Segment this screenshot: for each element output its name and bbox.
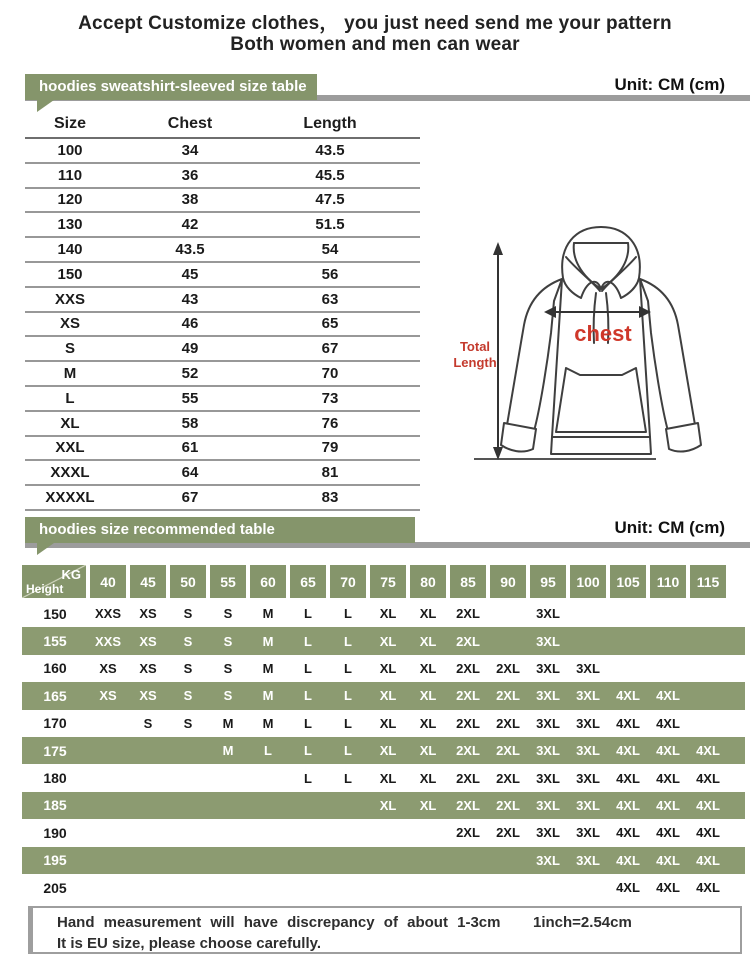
recommended-size-cell: XL	[419, 715, 437, 731]
weight-header-cell: 45	[130, 565, 166, 598]
size-table-cell: 47.5	[315, 191, 345, 209]
size-table-cell: 76	[321, 414, 339, 432]
height-row-label: 180	[43, 770, 67, 787]
recommended-size-cell: XXS	[94, 606, 121, 622]
recommended-size-cell: XL	[419, 660, 437, 676]
recommended-size-cell: M	[262, 633, 274, 649]
weight-header-cell: 100	[570, 565, 606, 598]
recommended-size-cell: 4XL	[656, 715, 680, 731]
recommended-size-cell: 2XL	[456, 606, 480, 622]
note-box	[28, 906, 742, 954]
recommended-size-cell: M	[222, 743, 234, 759]
recommended-size-cell: XS	[139, 633, 157, 649]
recommended-table-row	[22, 847, 745, 874]
recommended-size-cell: XL	[379, 715, 397, 731]
recommended-size-cell: XL	[379, 770, 397, 786]
size-table-cell: 45.5	[315, 166, 345, 184]
recommended-size-cell: 3XL	[576, 797, 600, 813]
recommended-table-body	[22, 600, 750, 901]
weight-header-cell: 55	[210, 565, 246, 598]
recommended-size-cell: L	[304, 606, 312, 622]
size-table-row	[25, 213, 420, 238]
recommended-size-cell: L	[344, 743, 352, 759]
recommended-table-row	[22, 819, 745, 846]
size-table-cell: 45	[181, 265, 199, 283]
recommended-size-table	[22, 565, 750, 901]
recommended-size-cell: 3XL	[576, 688, 600, 704]
recommended-size-cell: L	[304, 688, 312, 704]
weight-header-cell: 50	[170, 565, 206, 598]
recommended-size-cell: 3XL	[576, 770, 600, 786]
recommended-size-cell: 2XL	[496, 770, 520, 786]
size-table-row	[25, 189, 420, 214]
recommended-size-cell: S	[223, 606, 233, 622]
recommended-size-cell: 4XL	[696, 743, 720, 759]
recommended-size-cell: 2XL	[496, 825, 520, 841]
recommended-size-cell: M	[262, 715, 274, 731]
recommended-size-cell: XL	[419, 633, 437, 649]
size-table-row	[25, 362, 420, 387]
section2-banner-tail	[37, 543, 54, 555]
recommended-size-cell: L	[344, 660, 352, 676]
size-table-header	[25, 111, 420, 139]
recommended-size-cell: S	[223, 633, 233, 649]
recommended-size-cell: L	[344, 688, 352, 704]
size-table-cell: 58	[181, 414, 199, 432]
size-table-cell: 150	[57, 265, 83, 283]
recommended-size-cell: 2XL	[456, 797, 480, 813]
size-table-cell: 42	[181, 216, 199, 234]
size-table-cell: 43.5	[175, 241, 205, 259]
recommended-size-cell: M	[222, 715, 234, 731]
height-row-label: 170	[43, 715, 67, 732]
height-label: Height	[26, 582, 64, 596]
recommended-size-cell: XL	[379, 688, 397, 704]
recommended-size-cell: 2XL	[456, 825, 480, 841]
size-table-cell: 70	[321, 365, 339, 383]
size-table-cell: 55	[181, 389, 199, 407]
kg-label: KG	[61, 567, 81, 582]
recommended-size-cell: M	[262, 660, 274, 676]
total-length-label: Total Length	[453, 339, 497, 370]
recommended-size-cell: 3XL	[536, 852, 560, 868]
size-table-cell: 46	[181, 315, 199, 333]
recommended-size-cell: L	[304, 770, 312, 786]
size-table-cell: 65	[321, 315, 339, 333]
recommended-size-cell: 2XL	[456, 633, 480, 649]
size-table	[25, 111, 420, 511]
weight-header-cell: 110	[650, 565, 686, 598]
recommended-size-cell: M	[262, 606, 274, 622]
size-table-row	[25, 288, 420, 313]
weight-header-cell: 75	[370, 565, 406, 598]
size-table-cell: XXXXL	[45, 489, 95, 507]
recommended-table-header	[22, 565, 750, 598]
recommended-size-cell: XS	[139, 606, 157, 622]
recommended-size-cell: 3XL	[576, 743, 600, 759]
chest-column-header: Chest	[167, 115, 213, 132]
height-row-label: 150	[43, 605, 67, 622]
size-table-row	[25, 486, 420, 511]
recommended-size-cell: 3XL	[536, 660, 560, 676]
section2-unit-label: Unit: CM (cm)	[614, 518, 725, 537]
size-table-row	[25, 164, 420, 189]
recommended-size-cell: XL	[419, 743, 437, 759]
recommended-table-row	[22, 874, 745, 901]
recommended-size-cell: 4XL	[656, 797, 680, 813]
size-table-cell: 61	[181, 439, 199, 457]
recommended-size-cell: XL	[419, 606, 437, 622]
recommended-size-cell: 3XL	[536, 770, 560, 786]
weight-header-cell: 80	[410, 565, 446, 598]
recommended-size-cell: 4XL	[616, 852, 640, 868]
recommended-size-cell: 2XL	[496, 797, 520, 813]
recommended-size-cell: 4XL	[616, 825, 640, 841]
size-table-row	[25, 238, 420, 263]
recommended-table-row	[22, 682, 745, 709]
weight-header-cell: 85	[450, 565, 486, 598]
recommended-size-cell: 3XL	[536, 606, 560, 622]
weight-header-cell: 70	[330, 565, 366, 598]
size-table-row	[25, 263, 420, 288]
height-row-label: 155	[43, 633, 67, 650]
recommended-size-cell: 2XL	[456, 688, 480, 704]
recommended-size-cell: 3XL	[536, 743, 560, 759]
size-table-row	[25, 139, 420, 164]
size-table-cell: 43	[181, 290, 199, 308]
recommended-size-cell: S	[183, 688, 193, 704]
height-row-label: 185	[43, 797, 67, 814]
weight-header-cell: 60	[250, 565, 286, 598]
page-title-line2: Both women and men can wear	[230, 34, 520, 55]
recommended-size-cell: L	[304, 660, 312, 676]
recommended-size-cell: 3XL	[536, 825, 560, 841]
note-line1: Hand measurement will have discrepancy of about 1-3cm	[57, 914, 501, 931]
size-table-cell: 63	[321, 290, 339, 308]
size-table-cell: 73	[321, 389, 339, 407]
size-table-cell: 64	[181, 464, 199, 482]
section1-banner: hoodies sweatshirt-sleeved size table	[25, 74, 317, 100]
size-table-cell: 130	[57, 216, 83, 234]
size-table-row	[25, 461, 420, 486]
recommended-size-cell: 4XL	[696, 852, 720, 868]
recommended-size-cell: XL	[419, 797, 437, 813]
recommended-size-cell: 2XL	[496, 715, 520, 731]
recommended-size-cell: S	[183, 715, 193, 731]
size-table-cell: 49	[181, 340, 199, 358]
recommended-table-row	[22, 737, 745, 764]
height-row-label: 205	[43, 879, 67, 896]
recommended-size-cell: 4XL	[656, 852, 680, 868]
recommended-size-cell: XL	[379, 660, 397, 676]
recommended-size-cell: S	[143, 715, 153, 731]
recommended-size-cell: 4XL	[656, 880, 680, 896]
size-table-cell: XL	[60, 414, 80, 432]
recommended-size-cell: 4XL	[696, 880, 720, 896]
recommended-size-cell: 4XL	[696, 825, 720, 841]
recommended-size-cell: 3XL	[576, 852, 600, 868]
recommended-size-cell: 2XL	[496, 660, 520, 676]
size-table-body	[25, 139, 420, 511]
recommended-size-cell: XL	[379, 633, 397, 649]
size-table-cell: 81	[321, 464, 339, 482]
recommended-size-cell: L	[344, 606, 352, 622]
recommended-table-row	[22, 764, 745, 791]
recommended-size-cell: L	[304, 715, 312, 731]
recommended-size-cell: 4XL	[616, 770, 640, 786]
note-line2: It is EU size, please choose carefully.	[57, 935, 322, 952]
recommended-table-row	[22, 710, 745, 737]
size-table-cell: 36	[181, 166, 199, 184]
recommended-size-cell: XL	[379, 797, 397, 813]
section2-banner: hoodies size recommended table	[25, 517, 415, 543]
size-table-cell: 51.5	[315, 216, 345, 234]
recommended-table-row	[22, 600, 745, 627]
size-table-cell: 120	[57, 191, 83, 209]
height-row-label: 195	[43, 852, 67, 869]
size-table-cell: S	[64, 340, 75, 358]
recommended-table-row	[22, 792, 745, 819]
recommended-size-cell: 4XL	[656, 770, 680, 786]
size-column-header: Size	[53, 115, 86, 132]
recommended-table-row	[22, 655, 745, 682]
recommended-size-cell: 4XL	[696, 770, 720, 786]
recommended-size-cell: L	[344, 715, 352, 731]
size-table-cell: XS	[59, 315, 80, 333]
recommended-size-cell: 2XL	[456, 715, 480, 731]
recommended-size-cell: 2XL	[456, 743, 480, 759]
recommended-size-cell: S	[183, 606, 193, 622]
size-table-row	[25, 313, 420, 338]
recommended-size-cell: S	[183, 660, 193, 676]
recommended-size-cell: 4XL	[616, 715, 640, 731]
length-column-header: Length	[303, 115, 357, 132]
weight-header-cell: 115	[690, 565, 726, 598]
recommended-size-cell: XL	[419, 688, 437, 704]
hoodie-measurement-diagram	[448, 213, 748, 463]
recommended-size-cell: S	[223, 660, 233, 676]
recommended-size-cell: 4XL	[616, 797, 640, 813]
recommended-size-cell: 3XL	[536, 633, 560, 649]
weight-header-cell: 65	[290, 565, 326, 598]
recommended-size-cell: 3XL	[536, 688, 560, 704]
recommended-size-cell: XL	[379, 743, 397, 759]
recommended-size-cell: XS	[139, 660, 157, 676]
recommended-size-cell: XL	[419, 770, 437, 786]
height-row-label: 160	[43, 660, 67, 677]
size-table-cell: 79	[321, 439, 339, 457]
recommended-size-cell: L	[304, 633, 312, 649]
weight-header-cell: 105	[610, 565, 646, 598]
size-table-cell: 67	[181, 489, 199, 507]
recommended-size-cell: XS	[139, 688, 157, 704]
size-table-cell: 110	[57, 166, 83, 184]
size-table-cell: 43.5	[315, 141, 345, 159]
recommended-size-cell: 4XL	[656, 688, 680, 704]
section1-unit-label: Unit: CM (cm)	[614, 75, 725, 94]
recommended-size-cell: XS	[99, 660, 117, 676]
height-row-label: 175	[43, 742, 67, 759]
size-table-cell: 100	[57, 141, 83, 159]
recommended-size-cell: S	[183, 633, 193, 649]
size-table-cell: 83	[321, 489, 339, 507]
size-table-row	[25, 412, 420, 437]
height-row-label: 190	[43, 824, 67, 841]
recommended-size-cell: L	[264, 743, 272, 759]
weight-header-cell: 40	[90, 565, 126, 598]
recommended-size-cell: 2XL	[456, 770, 480, 786]
recommended-size-cell: 4XL	[656, 825, 680, 841]
recommended-size-cell: XXS	[94, 633, 121, 649]
recommended-size-cell: 4XL	[696, 797, 720, 813]
note-inch-conversion: 1inch=2.54cm	[533, 914, 632, 931]
chest-label: chest	[574, 321, 632, 346]
weight-header-cell: 90	[490, 565, 526, 598]
size-table-cell: 52	[181, 365, 199, 383]
size-table-cell: M	[63, 365, 77, 383]
recommended-size-cell: XS	[99, 688, 117, 704]
recommended-size-cell: 3XL	[576, 660, 600, 676]
recommended-size-cell: 4XL	[656, 743, 680, 759]
page-title-line1: Accept Customize clothes， you just need send me your pattern	[78, 13, 672, 34]
recommended-size-cell: S	[223, 688, 233, 704]
size-table-cell: 140	[57, 241, 83, 259]
size-table-row	[25, 387, 420, 412]
size-table-cell: L	[65, 389, 75, 407]
size-table-cell: XXS	[54, 290, 85, 308]
size-table-cell: 34	[181, 141, 199, 159]
recommended-size-cell: 2XL	[496, 743, 520, 759]
recommended-size-cell: 2XL	[456, 660, 480, 676]
recommended-size-cell: 3XL	[536, 797, 560, 813]
recommended-size-cell: L	[304, 743, 312, 759]
recommended-size-cell: 3XL	[576, 825, 600, 841]
recommended-size-cell: XL	[379, 606, 397, 622]
size-table-cell: 38	[181, 191, 199, 209]
recommended-size-cell: 4XL	[616, 688, 640, 704]
recommended-size-cell: 4XL	[616, 743, 640, 759]
recommended-size-cell: 3XL	[576, 715, 600, 731]
size-table-row	[25, 437, 420, 462]
recommended-size-cell: 2XL	[496, 688, 520, 704]
recommended-size-cell: L	[344, 633, 352, 649]
height-row-label: 165	[43, 687, 67, 704]
size-table-cell: XXL	[55, 439, 85, 457]
weight-header-cell: 95	[530, 565, 566, 598]
kg-height-corner-cell	[22, 565, 86, 598]
size-table-cell: 67	[321, 340, 339, 358]
recommended-size-cell: M	[262, 688, 274, 704]
size-table-cell: 56	[321, 265, 339, 283]
size-table-row	[25, 337, 420, 362]
recommended-size-cell: L	[344, 770, 352, 786]
recommended-table-row	[22, 627, 745, 654]
size-table-cell: 54	[321, 241, 339, 259]
recommended-size-cell: 4XL	[616, 880, 640, 896]
size-table-cell: XXXL	[50, 464, 90, 482]
recommended-size-cell: 3XL	[536, 715, 560, 731]
